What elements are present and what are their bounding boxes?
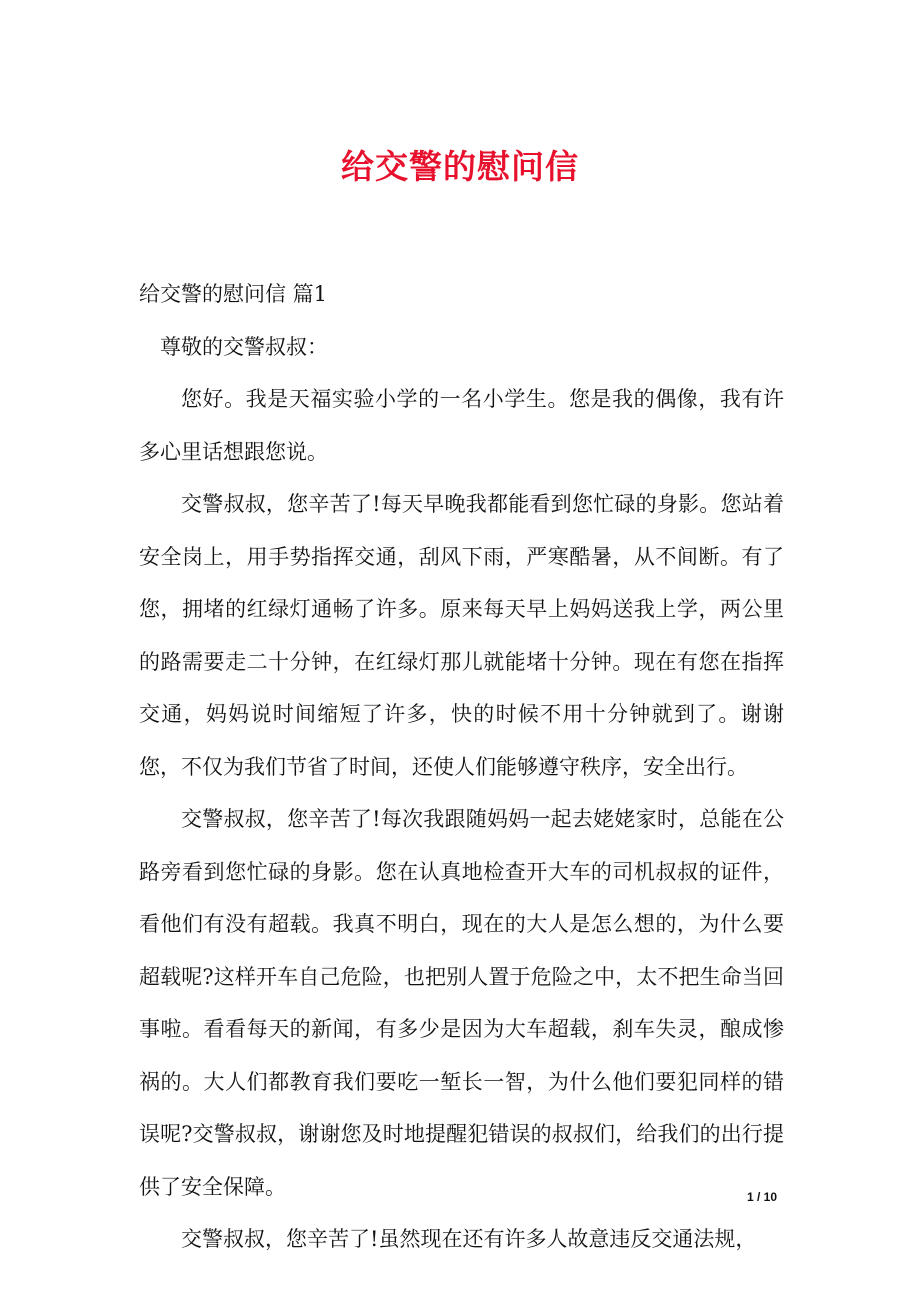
paragraph-4: 交警叔叔，您辛苦了!虽然现在还有许多人故意违反交通法规， [181,1227,757,1251]
document-body [139,268,784,1266]
page-number: 1 / 10 [746,1190,777,1204]
greeting: 尊敬的交警叔叔： [160,334,328,359]
paragraph-3: 交警叔叔，您辛苦了!每次我跟随妈妈一起去姥姥家时，总能在公路旁看到您忙碌的身影。您在认真地检查开大车的司机叔叔的证件，看他们有没有超载。我真不明白，现在的大人是怎么想的，为什么要超载呢?这样开车自己危险，也把别人置于危险之中，太不把生命当回事啦。看看每天的新闻，有多少是因为大车超载，刹车失灵，酿成惨祸的。大人们都教育我们要吃一堑长一智，为什么他们要犯同样的错误呢?交警叔叔，谢谢您及时地提醒犯错误的叔叔们，给我们的出行提供了安全保障。 [139,807,784,1199]
document-title: 给交警的慰问信 [341,147,579,186]
paragraph-1: 您好。我是天福实验小学的一名小学生。您是我的偶像，我有许多心里话想跟您说。 [139,387,784,464]
paragraph-2: 交警叔叔，您辛苦了!每天早晚我都能看到您忙碌的身影。您站着安全岗上，用手势指挥交通，刮风下雨，严寒酷暑，从不间断。有了您，拥堵的红绿灯通畅了许多。原来每天早上妈妈送我上学，两公里的路需要走二十分钟，在红绿灯那儿就能堵十分钟。现在有您在指挥交通，妈妈说时间缩短了许多，快的时候不用十分钟就到了。谢谢您，不仅为我们节省了时间，还使人们能够遵守秩序，安全出行。 [139,492,784,779]
section-heading: 给交警的慰问信 篇1 [139,282,328,306]
